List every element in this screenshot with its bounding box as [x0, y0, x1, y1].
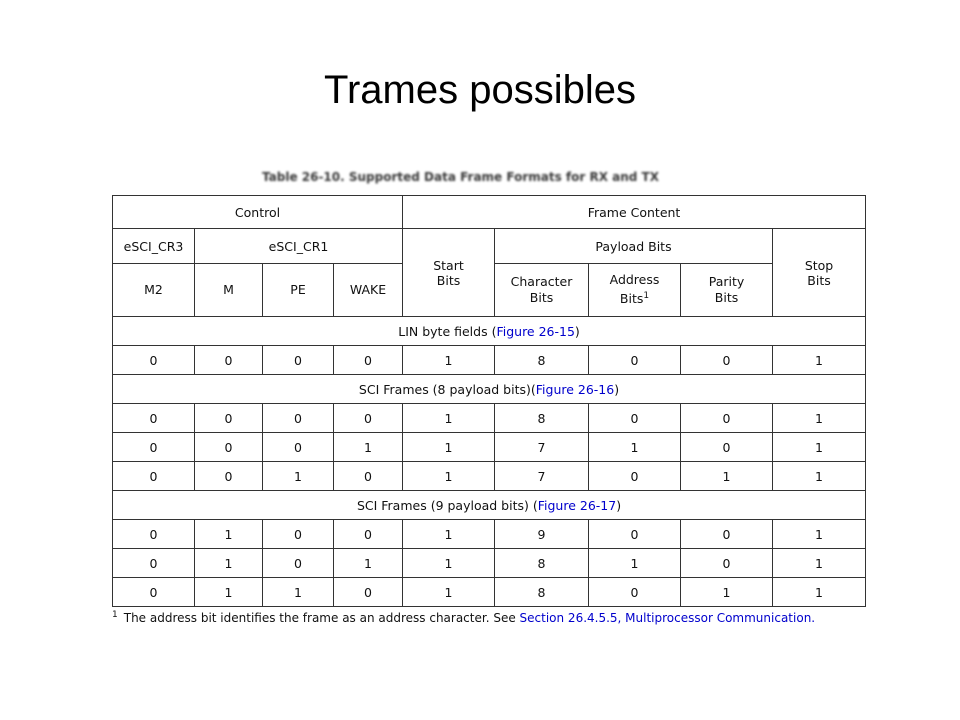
table-cell: 0 [113, 404, 195, 433]
table-cell: 0 [334, 462, 403, 491]
header-parity-line2: Bits [714, 290, 739, 305]
table-cell: 0 [113, 549, 195, 578]
section-header-row [113, 317, 866, 346]
table-row [113, 346, 866, 375]
table-cell: 0 [334, 346, 403, 375]
frame-formats-table [112, 195, 866, 607]
table-cell: 0 [263, 433, 334, 462]
table-cell: 0 [681, 346, 773, 375]
section-label [113, 375, 866, 404]
table-cell: 1 [403, 520, 495, 549]
header-addr-line2: Bits [619, 291, 644, 307]
table-row [113, 404, 866, 433]
header-start-line1: Start [433, 257, 464, 273]
table-cell: 0 [589, 578, 681, 607]
table-cell: 1 [773, 549, 866, 578]
header-address-bits [589, 264, 681, 317]
table-cell: 7 [495, 462, 589, 491]
table-cell: 1 [589, 433, 681, 462]
table-cell: 1 [773, 346, 866, 375]
table-cell: 8 [495, 549, 589, 578]
table-cell: 0 [681, 404, 773, 433]
section-label-text: LIN byte fields ( [398, 323, 497, 339]
table-cell: 1 [773, 433, 866, 462]
table-cell: 0 [195, 462, 263, 491]
table-cell: 1 [773, 462, 866, 491]
header-payload-bits: Payload Bits [495, 229, 773, 264]
table-cell: 1 [403, 346, 495, 375]
table-cell: 1 [773, 404, 866, 433]
table-cell: 1 [195, 549, 263, 578]
header-frame-content: Frame Content [403, 196, 866, 229]
table-row [113, 549, 866, 578]
header-escr3: eSCI_CR3 [113, 229, 195, 264]
header-stop-line2: Bits [807, 272, 831, 288]
table-cell: 7 [495, 433, 589, 462]
section-label-suffix: ) [614, 381, 620, 397]
table-cell: 0 [589, 346, 681, 375]
table-cell: 0 [589, 462, 681, 491]
table-cell: 1 [334, 433, 403, 462]
table-cell: 1 [195, 578, 263, 607]
table-cell: 1 [589, 549, 681, 578]
table-cell: 0 [195, 346, 263, 375]
header-wake: WAKE [334, 264, 403, 317]
table-cell: 0 [195, 433, 263, 462]
header-pe: PE [263, 264, 334, 317]
section-label [113, 491, 866, 520]
header-m: M [195, 264, 263, 317]
footnote-text: The address bit identifies the frame as an address character. See [123, 611, 520, 625]
table-cell: 1 [403, 462, 495, 491]
header-addr-footnote-mark: 1 [643, 291, 650, 302]
section-header-row [113, 491, 866, 520]
header-character-bits [495, 264, 589, 317]
table-row [113, 462, 866, 491]
table-cell: 0 [113, 433, 195, 462]
table-cell: 0 [263, 404, 334, 433]
table-cell: 1 [403, 404, 495, 433]
table-row [113, 433, 866, 462]
section-label-suffix: ) [574, 323, 580, 339]
header-stop-bits [773, 229, 866, 317]
footnote-section-link[interactable]: Section 26.4.5.5, Multiprocessor Communication. [519, 611, 816, 625]
header-start-line2: Bits [436, 272, 461, 288]
table-cell: 0 [589, 520, 681, 549]
table-cell: 0 [113, 520, 195, 549]
section-header-row [113, 375, 866, 404]
table-cell: 0 [334, 404, 403, 433]
table-cell: 1 [263, 462, 334, 491]
table-cell: 0 [263, 346, 334, 375]
table-cell: 1 [773, 578, 866, 607]
table-cell: 1 [334, 549, 403, 578]
header-parity-line1: Parity [708, 274, 745, 289]
table-cell: 0 [681, 549, 773, 578]
header-control: Control [113, 196, 403, 229]
table-cell: 8 [495, 404, 589, 433]
table-cell: 8 [495, 578, 589, 607]
table-cell: 0 [263, 549, 334, 578]
table-cell: 0 [334, 520, 403, 549]
section-label-suffix: ) [616, 497, 622, 513]
table-footnote [112, 610, 872, 625]
table-cell: 8 [495, 346, 589, 375]
header-char-line1: Character [510, 274, 573, 289]
section-label [113, 317, 866, 346]
header-start-bits [403, 229, 495, 317]
table-cell: 1 [403, 433, 495, 462]
table-row [113, 520, 866, 549]
header-m2: M2 [113, 264, 195, 317]
table-cell: 1 [681, 578, 773, 607]
table-cell: 0 [113, 346, 195, 375]
header-escr1: eSCI_CR1 [195, 229, 403, 264]
section-figure-link[interactable]: Figure 26-17 [537, 497, 617, 513]
table-cell: 9 [495, 520, 589, 549]
section-label-text: SCI Frames (8 payload bits)( [358, 381, 536, 397]
table-cell: 0 [195, 404, 263, 433]
table-cell: 0 [589, 404, 681, 433]
table-cell: 1 [403, 578, 495, 607]
table-cell: 1 [403, 549, 495, 578]
footnote-mark: 1 [112, 610, 118, 620]
table-cell: 1 [195, 520, 263, 549]
header-parity-bits [681, 264, 773, 317]
table-row [113, 578, 866, 607]
table-cell: 0 [334, 578, 403, 607]
section-figure-link[interactable]: Figure 26-16 [535, 381, 615, 397]
table-caption: Table 26-10. Supported Data Frame Formats for RX and TX [262, 170, 659, 184]
section-figure-link[interactable]: Figure 26-15 [496, 323, 575, 339]
table-cell: 1 [773, 520, 866, 549]
header-addr-line1: Address [609, 272, 660, 288]
table-cell: 1 [681, 462, 773, 491]
header-stop-line1: Stop [804, 257, 834, 273]
header-char-line2: Bits [529, 290, 554, 305]
table-cell: 0 [681, 520, 773, 549]
table-cell: 0 [263, 520, 334, 549]
table-cell: 0 [113, 578, 195, 607]
table-cell: 1 [263, 578, 334, 607]
section-label-text: SCI Frames (9 payload bits) ( [356, 497, 538, 513]
table-cell: 0 [113, 462, 195, 491]
table-cell: 0 [681, 433, 773, 462]
slide-title: Trames possibles [324, 68, 636, 112]
